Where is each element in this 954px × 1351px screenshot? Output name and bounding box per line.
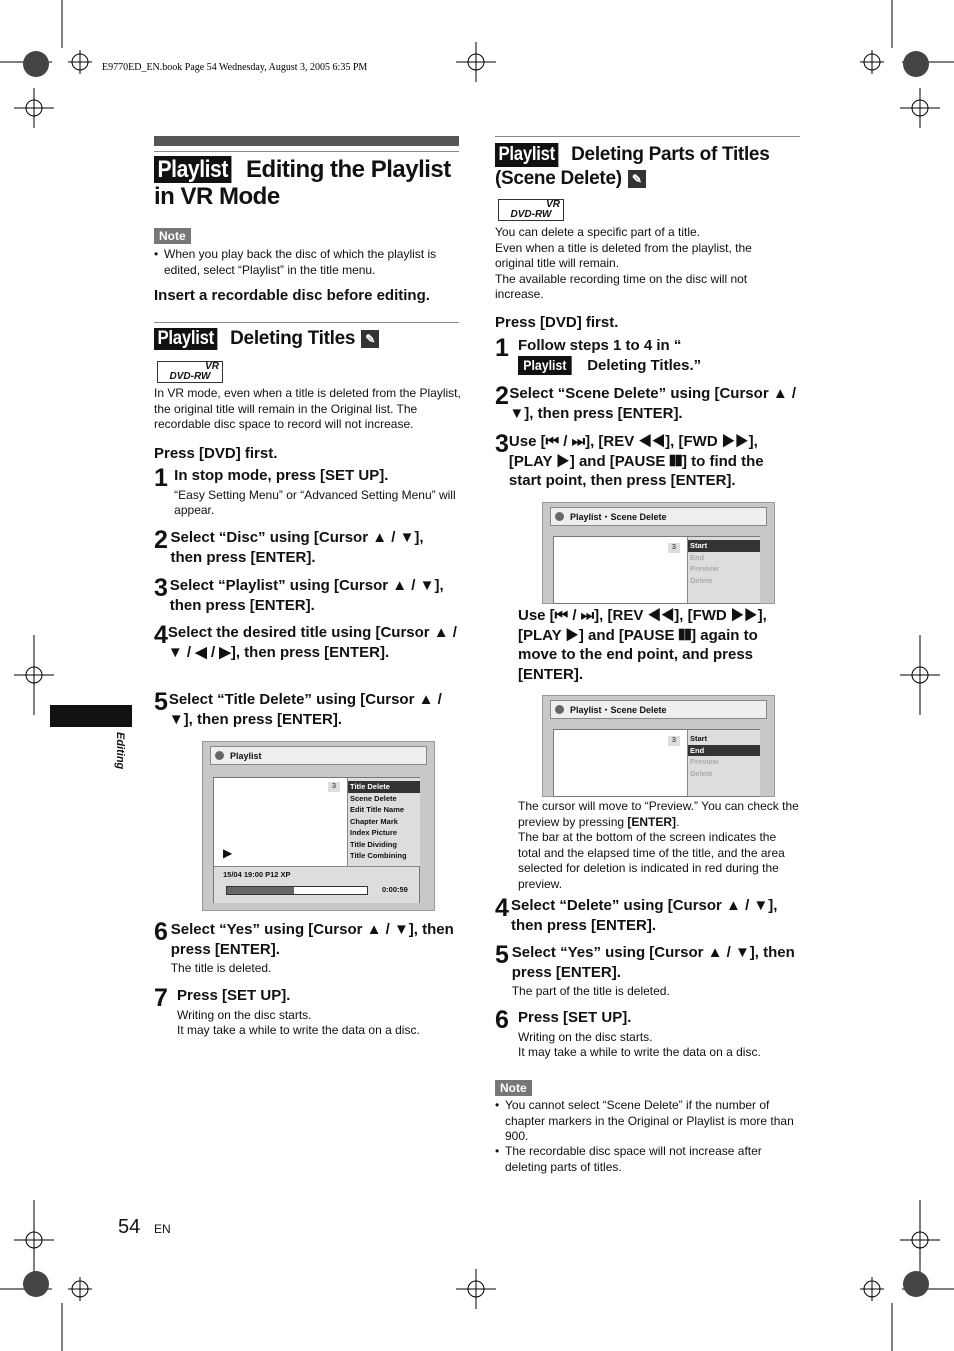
press-dvd-first: Press [DVD] first. (154, 445, 278, 462)
press-dvd-first: Press [DVD] first. (495, 314, 619, 331)
play-icon: ▶ (223, 846, 233, 860)
step-text: Select “Disc” using [Cursor ▲ / ▼], then press [ENTER]. (170, 529, 424, 566)
cursor-note-text: The cursor will move to “Preview.” You can check the preview by pressing (518, 799, 799, 829)
menu-scene-delete[interactable]: Scene Delete (350, 793, 397, 803)
step-text: Select “Title Delete” using [Cursor ▲ / ▼], then press [ENTER]. (168, 691, 442, 728)
scene-delete-title-text: Deleting Parts of Titles (Scene Delete) (495, 144, 770, 189)
scene-delete-screen-start (542, 502, 775, 604)
step-text: Select “Delete” using [Cursor ▲ / ▼], then press [ENTER]. (511, 897, 778, 934)
step-sub: “Easy Setting Menu” or “Advanced Setting Menu” will appear. (174, 487, 456, 517)
note-text: When you play back the disc of which the playlist is edited, select “Playlist” in the title menu. (164, 247, 437, 277)
scene-delete-title (495, 143, 795, 191)
wrench-icon: ✎ (628, 170, 646, 188)
step-text: Select “Yes” using [Cursor ▲ / ▼], then press [ENTER]. (511, 944, 795, 981)
step-4 (154, 623, 459, 662)
step-3 (154, 576, 459, 615)
screen-title: Playlist (230, 750, 262, 761)
step-2 (154, 528, 459, 567)
note-tag: Note (154, 228, 191, 244)
menu-preview[interactable]: Preview (690, 757, 719, 766)
wrench-icon: ✎ (361, 330, 379, 348)
step-6 (154, 920, 459, 977)
logo-dvd-rw: DVD-RW (510, 209, 552, 220)
elapsed-time: 0:00:59 (382, 885, 408, 894)
step-text: Select “Yes” using [Cursor ▲ / ▼], then press [ENTER]. (170, 921, 454, 958)
step-7 (154, 986, 459, 1039)
disc-icon (555, 705, 564, 714)
menu-preview[interactable]: Preview (690, 564, 719, 573)
insert-disc-text: Insert a recordable disc before editing. (154, 287, 430, 304)
step-number: 3 (154, 574, 168, 602)
dvd-rw-vr-logo (157, 361, 223, 383)
menu-title-dividing[interactable]: Title Dividing (350, 839, 397, 849)
step-text (518, 336, 718, 375)
screen-body (213, 777, 420, 903)
section-title-deleting-titles (154, 328, 379, 350)
menu-chapter-mark[interactable]: Chapter Mark (350, 816, 398, 826)
step-sub: The title is deleted. (170, 961, 272, 975)
right-note-bullet-1: • You cannot select “Scene Delete” if the number of chapter markers in the Original or Playlist is more than 900. (495, 1098, 794, 1143)
section-title-text: Deleting Titles (230, 328, 356, 349)
step-number: 1 (495, 334, 509, 362)
title-count: 3 (668, 543, 680, 553)
file-info-header: E9770ED_EN.book Page 54 Wednesday, August 3, 2005 6:35 PM (102, 62, 368, 73)
right-title-rule (495, 136, 800, 137)
dvd-rw-vr-logo (498, 199, 564, 221)
section-rule (154, 322, 459, 323)
playlist-tag: Playlist (495, 143, 558, 167)
step-text-post: Deleting Titles.” (583, 356, 702, 374)
step-number: 5 (495, 941, 509, 969)
step-number: 5 (154, 688, 168, 716)
cursor-note-end: . (676, 814, 680, 829)
step-number: 6 (154, 918, 168, 946)
title-bar (154, 136, 459, 146)
step-text-pre: Follow steps 1 to 4 in “ (518, 337, 682, 354)
right-step-2 (495, 384, 800, 423)
page-title (154, 156, 464, 210)
step-number: 7 (154, 984, 168, 1012)
logo-vr: VR (546, 199, 560, 210)
logo-dvd-rw: DVD-RW (169, 371, 211, 382)
note-text: You cannot select “Scene Delete” if the number of chapter markers in the Original or Playlist is more than 900. (505, 1098, 794, 1143)
title-menu (347, 778, 420, 866)
step-number: 1 (154, 464, 168, 492)
right-step-1 (495, 336, 800, 375)
menu-edit-title-name[interactable]: Edit Title Name (350, 805, 405, 814)
bar-note: The bar at the bottom of the screen indicates the total and the elapsed time of the title, and the area selected for deletion is indicated in red during the preview. (518, 830, 785, 891)
step-number: 2 (495, 382, 509, 410)
screen-title: Playlist・Scene Delete (570, 512, 667, 522)
screen-title-bar (210, 746, 427, 765)
title-count: 3 (328, 782, 340, 792)
step-text: Use [⏮ / ⏭], [REV ◀◀], [FWD ▶▶], [PLAY ▶] and [PAUSE ❚❚] to find the start point, then press [ENTER]. (508, 433, 764, 489)
step-number: 3 (495, 430, 509, 458)
menu-end[interactable]: End (688, 745, 760, 757)
playlist-tag: Playlist (154, 156, 231, 183)
step-text: Select the desired title using [Cursor ▲ / ▼ / ◀ / ▶], then press [ENTER]. (167, 624, 457, 661)
step-number: 4 (154, 621, 168, 649)
screen-title-bar (550, 700, 767, 719)
deleting-titles-intro: In VR mode, even when a title is deleted from the Playlist, the original title will remain in the Original list. The recordable disc space to record will not increase. (154, 386, 461, 431)
scene-menu (687, 537, 760, 603)
disc-icon (215, 751, 224, 760)
step-5 (154, 690, 459, 729)
note-bullet: • When you play back the disc of which the playlist is edited, select “Playlist” in the title menu. (154, 247, 459, 278)
cursor-preview-note (518, 799, 800, 830)
right-step-4 (495, 896, 800, 935)
disc-icon (555, 512, 564, 521)
step-number: 4 (495, 894, 509, 922)
step-text: Select “Playlist” using [Cursor ▲ / ▼], then press [ENTER]. (169, 577, 444, 614)
playlist-screen (202, 741, 435, 911)
right-note-bullet-2: • The recordable disc space will not increase after deleting parts of titles. (495, 1144, 795, 1175)
side-label-editing: Editing (114, 732, 126, 770)
menu-delete[interactable]: Delete (690, 575, 713, 585)
step-number: 2 (154, 526, 168, 554)
screen-body (553, 729, 760, 797)
right-note-label (495, 1079, 532, 1097)
logo-vr: VR (205, 361, 219, 372)
step-text: In stop mode, press [SET UP]. (174, 467, 389, 484)
step-sub: Writing on the disc starts. It may take a while to write the data on a disc. (518, 1029, 761, 1059)
menu-start[interactable]: Start (688, 540, 760, 552)
note-text: The recordable disc space will not increase after deleting parts of titles. (505, 1144, 762, 1174)
step-3-end-point: Use [⏮ / ⏭], [REV ◀◀], [FWD ▶▶], [PLAY ▶] and [PAUSE ❚❚] again to move to the end point, and press [ENTER]. (518, 607, 767, 683)
screen-title-bar (550, 507, 767, 526)
progress-bar (226, 886, 368, 895)
menu-title-delete[interactable]: Title Delete (348, 781, 420, 793)
screen-title: Playlist・Scene Delete (570, 705, 667, 715)
right-step-3 (495, 432, 800, 491)
info-panel (214, 866, 419, 903)
scene-menu (687, 730, 760, 796)
note-tag: Note (495, 1080, 532, 1096)
menu-index-picture[interactable]: Index Picture (350, 828, 398, 837)
title-count: 3 (668, 736, 680, 746)
right-step-5 (495, 943, 800, 1000)
menu-delete[interactable]: Delete (690, 768, 713, 778)
cursor-note-enter: [ENTER] (627, 814, 677, 829)
title-rule (154, 151, 459, 152)
note-label (154, 227, 191, 245)
progress-fill (227, 887, 294, 894)
step-1 (154, 466, 459, 519)
step-text: Select “Scene Delete” using [Cursor ▲ / ▼], then press [ENTER]. (509, 385, 797, 422)
menu-start[interactable]: Start (690, 734, 708, 743)
scene-delete-intro: You can delete a specific part of a title. Even when a title is deleted from the playlist, the original title will remain. The available recording time on the disc will not increase. (495, 225, 752, 301)
title-info: 15/04 19:00 P12 XP (223, 870, 291, 879)
chapter-tab (50, 705, 132, 727)
page-number: 54 (118, 1216, 141, 1238)
screen-body (553, 536, 760, 604)
step-text: Press [SET UP]. (177, 987, 291, 1004)
menu-end[interactable]: End (690, 552, 705, 562)
scene-delete-screen-end (542, 695, 775, 797)
step-number: 6 (495, 1006, 509, 1034)
page-title-text: Editing the Playlist in VR Mode (154, 156, 451, 210)
step-text: Press [SET UP]. (518, 1009, 632, 1026)
menu-title-combining[interactable]: Title Combining (350, 851, 407, 860)
playlist-tag: Playlist (518, 356, 572, 376)
right-step-6 (495, 1008, 800, 1061)
step-sub: Writing on the disc starts. It may take a while to write the data on a disc. (177, 1007, 420, 1037)
language-code: EN (154, 1222, 171, 1236)
playlist-tag: Playlist (154, 328, 217, 350)
step-sub: The part of the title is deleted. (511, 984, 670, 998)
